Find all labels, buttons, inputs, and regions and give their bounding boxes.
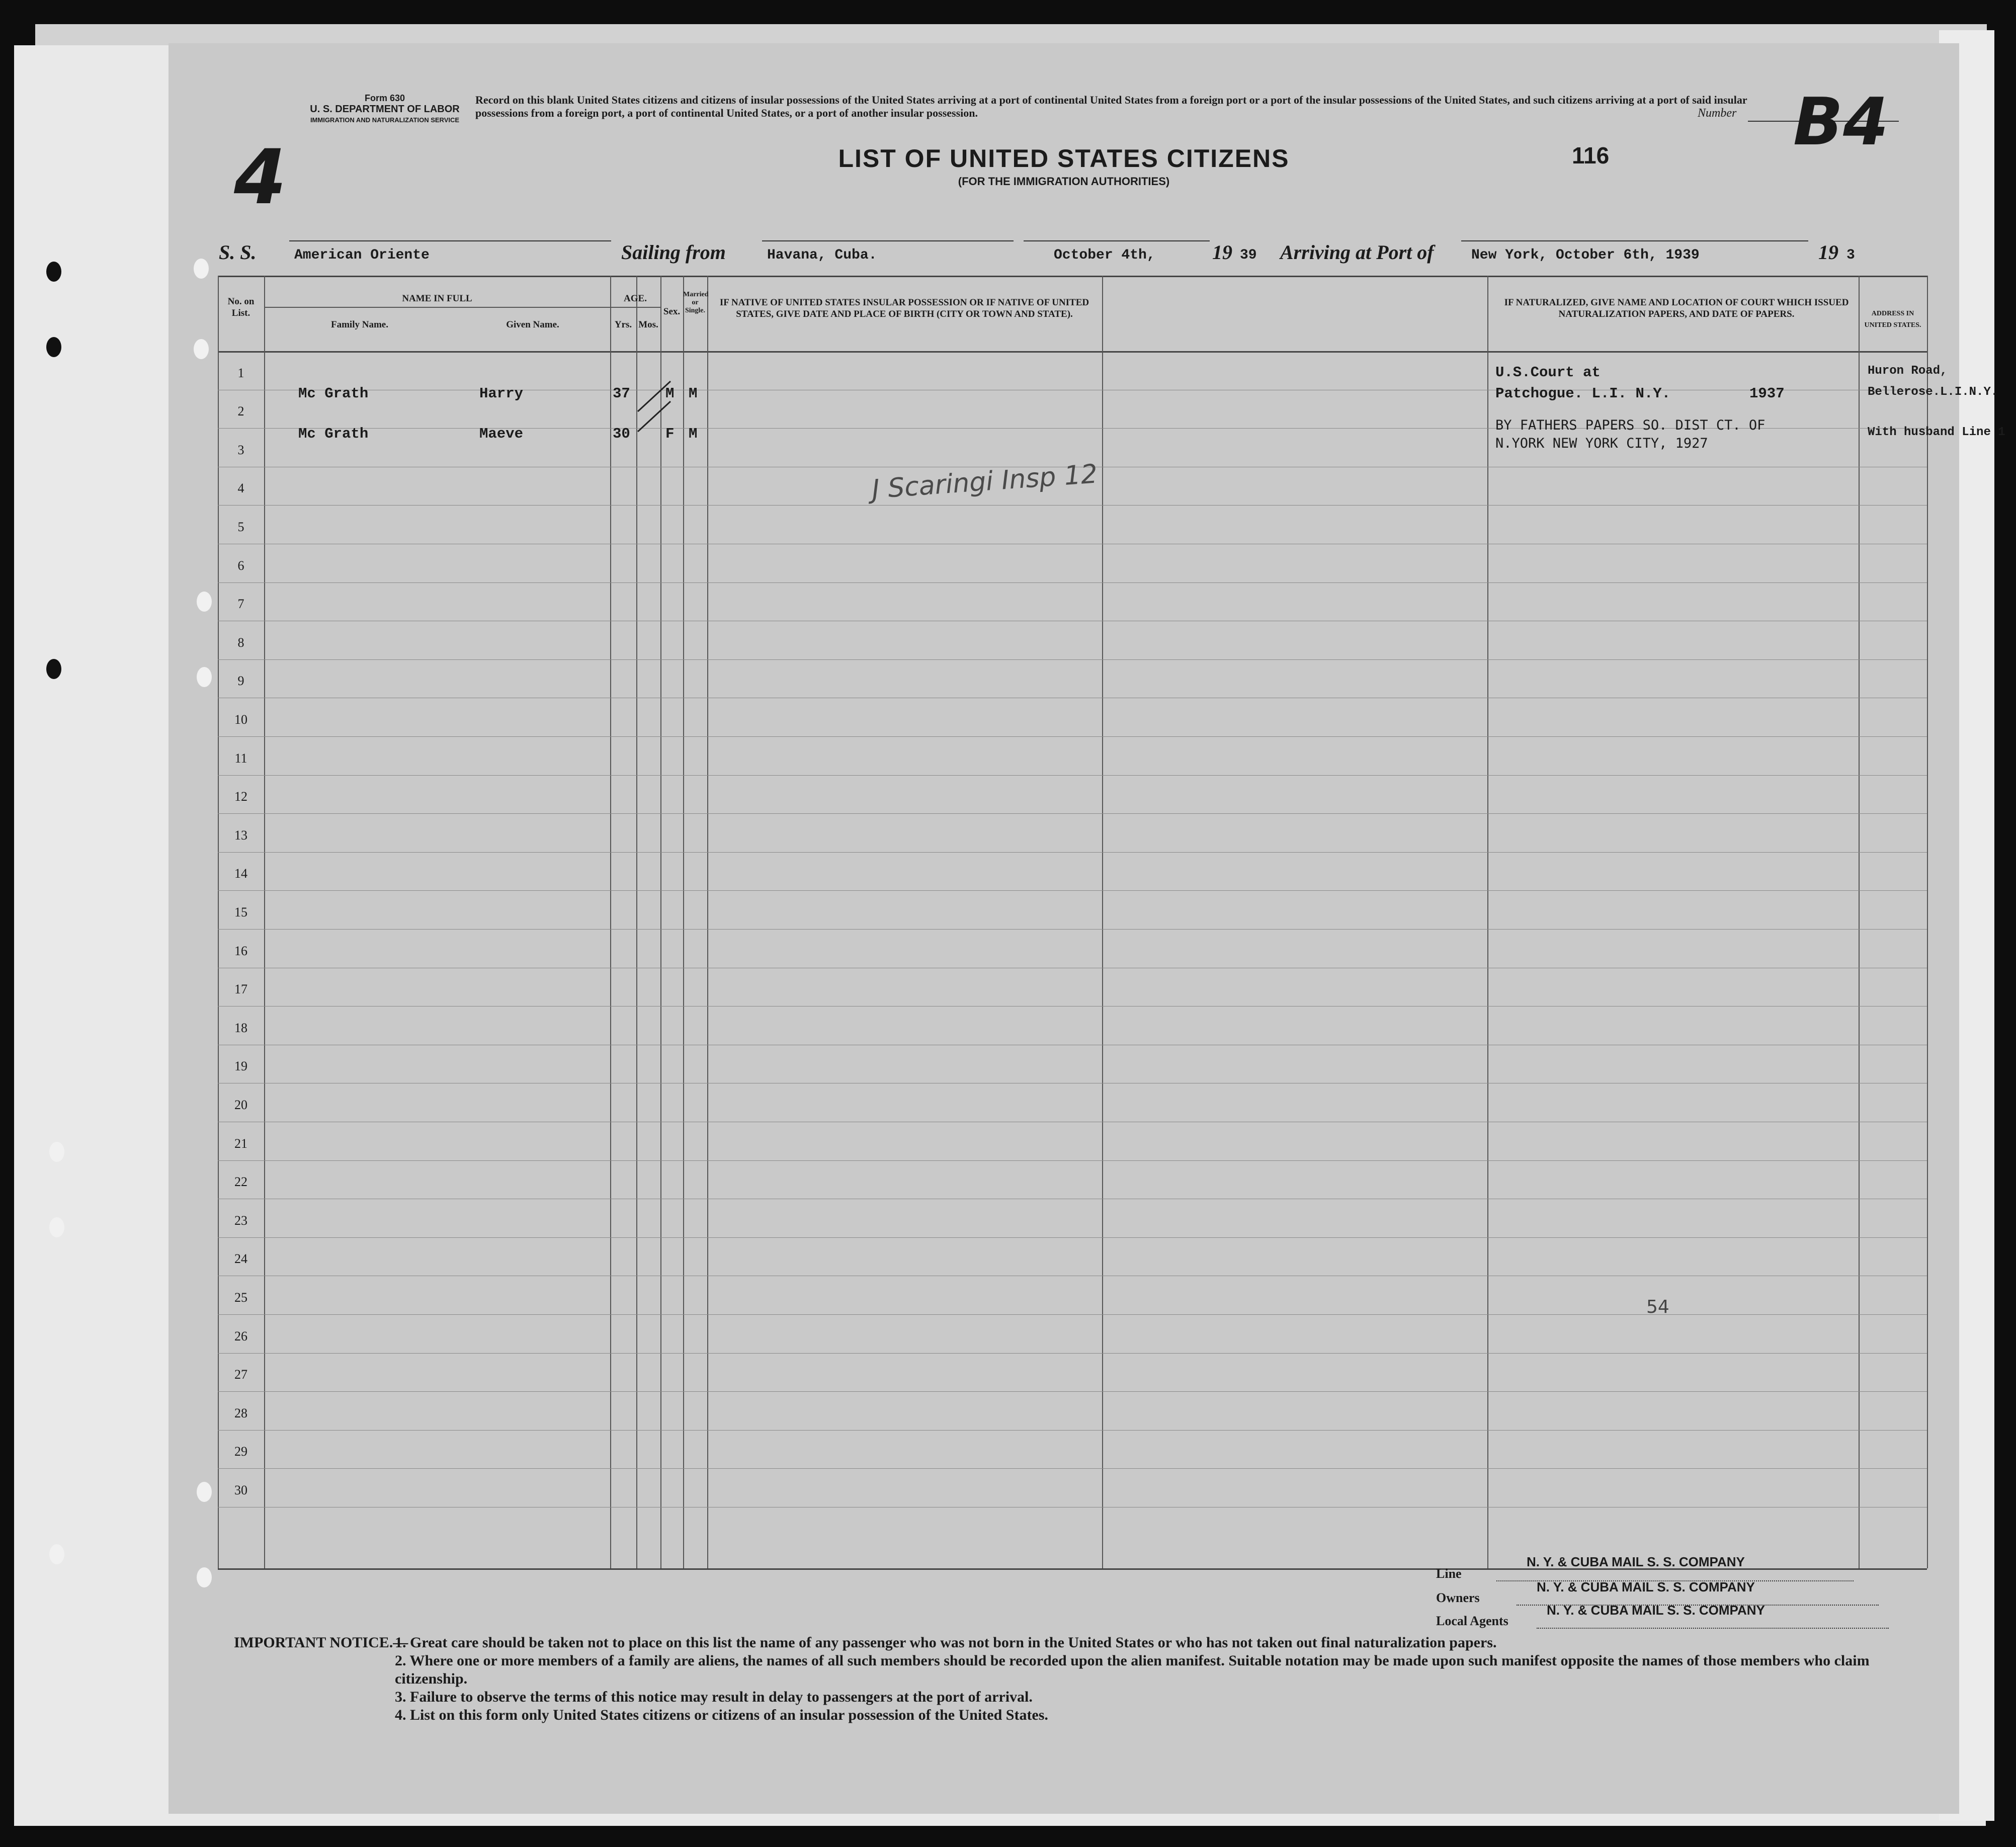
sailing-underline [762, 240, 1014, 241]
record-instruction: Record on this blank United States citizens and citizens of insular possessions of the United States arriving at a port of continental United States from a foreign port or a port of the insular possessions of the United States, and such citizens arriving at a port of said insular possessions from a foreign port, a port of continental United States, or a port of another insular possession. [475, 94, 1747, 119]
sheet-hole [197, 667, 212, 687]
header-family-name: Family Name. [331, 319, 388, 330]
col-rule [610, 276, 611, 1568]
owners-label: Owners [1436, 1590, 1480, 1605]
arriving-label: Arriving at Port of [1280, 241, 1434, 264]
sailing-label: Sailing from [621, 241, 726, 264]
row-rule [218, 852, 1927, 853]
header-given-name: Given Name. [506, 319, 559, 330]
row-number: 7 [237, 597, 244, 612]
binder-hole [49, 1217, 64, 1237]
row2-given-name: Maeve [479, 426, 524, 442]
row1-age-yrs: 37 [613, 385, 630, 402]
col-rule [1927, 276, 1928, 1568]
row1-sex: M [665, 385, 675, 402]
notice-heading: IMPORTANT NOTICE.— [234, 1634, 408, 1651]
row1-family-name: Mc Grath [298, 385, 369, 402]
row-number: 9 [237, 674, 244, 689]
header-mos: Mos. [638, 319, 658, 330]
col-rule [1859, 276, 1860, 1568]
row-rule [218, 1391, 1927, 1392]
col-rule [264, 276, 265, 1568]
row-number: 15 [234, 905, 247, 919]
sheet-hole [197, 1482, 212, 1502]
owners-value: N. Y. & CUBA MAIL S. S. COMPANY [1537, 1579, 1755, 1594]
row-rule [218, 1468, 1927, 1469]
binder-hole [46, 659, 61, 679]
row2-court-line2: N.YORK NEW YORK CITY, 1927 [1495, 436, 1708, 451]
row-number: 26 [234, 1328, 247, 1344]
row-number: 22 [234, 1174, 247, 1190]
row-number: 27 [234, 1367, 247, 1382]
binder-hole [49, 1544, 64, 1564]
service-name: IMMIGRATION AND NATURALIZATION SERVICE [310, 116, 460, 124]
year-prefix-2: 19 [1818, 241, 1838, 264]
header-married-single: Married or Single. [683, 291, 709, 314]
row1-given-name: Harry [479, 385, 524, 402]
ss-label: S. S. [219, 241, 257, 264]
row1-address-line1: Huron Road, [1868, 364, 1948, 378]
row-number: 8 [237, 635, 244, 650]
row2-sex: F [665, 426, 675, 442]
row-rule [218, 1430, 1927, 1431]
row-rule [218, 775, 1927, 776]
row2-address-line1: With husband Line 1 [1868, 426, 2005, 439]
header-name-in-full: NAME IN FULL [402, 293, 472, 304]
sheet-hole [194, 339, 209, 359]
row-number: 12 [234, 789, 247, 804]
margin-number: 54 [1646, 1297, 1669, 1317]
header-birth: IF NATIVE OF UNITED STATES INSULAR POSSESSION OR IF NATIVE OF UNITED STATES, GIVE DATE AND PLACE OF BIRTH (CITY OR TOWN AND STATE). [719, 297, 1089, 319]
row1-court-line1: U.S.Court at [1495, 364, 1601, 381]
local-agents-label: Local Agents [1436, 1614, 1508, 1628]
binder-hole [46, 262, 61, 282]
notice-item-2: 2. Where one or more members of a family are aliens, the names of all such members should be recorded upon the alien manifest. Suitable notation may be made upon such manifest opposite the names of those members who claim citizenship. [395, 1652, 1870, 1687]
arrival-underline [1461, 240, 1808, 241]
header-naturalized: IF NATURALIZED, GIVE NAME AND LOCATION OF COURT WHICH ISSUED NATURALIZATION PAPERS, AND DATE OF PAPERS. [1504, 297, 1849, 319]
voyage-line [219, 240, 1959, 271]
row-number: 13 [234, 827, 247, 843]
row-number: 11 [234, 750, 247, 766]
row-number: 14 [234, 866, 247, 881]
row-rule [218, 1237, 1927, 1238]
department-name: U. S. DEPARTMENT OF LABOR [310, 104, 460, 115]
row-number: 2 [237, 404, 244, 419]
sailing-port: Havana, Cuba. [767, 247, 877, 263]
row2-marital: M [689, 426, 698, 442]
corner-mark: 4 [234, 134, 287, 221]
row-number: 28 [234, 1405, 247, 1420]
row-number: 6 [237, 558, 244, 573]
col-rule [1487, 276, 1488, 1568]
row-rule [218, 890, 1927, 891]
header-yrs: Yrs. [614, 319, 632, 330]
row-rule [218, 1353, 1927, 1354]
row-rule [218, 813, 1927, 814]
row-number: 18 [234, 1020, 247, 1035]
number-label: Number [1698, 107, 1737, 120]
line-value: N. Y. & CUBA MAIL S. S. COMPANY [1527, 1554, 1745, 1569]
row-number: 30 [234, 1483, 247, 1497]
col-rule [660, 276, 661, 1568]
row-rule [218, 505, 1927, 506]
header-no-on-list: No. on List. [227, 296, 255, 318]
table-top-border [218, 276, 1927, 277]
row2-court-line1: BY FATHERS PAPERS SO. DIST CT. OF [1495, 417, 1766, 433]
header-address: ADDRESS IN UNITED STATES. [1864, 310, 1921, 329]
notice-item-3: 3. Failure to observe the terms of this notice may result in delay to passengers at the port of arrival. [395, 1689, 1033, 1705]
local-agents-value: N. Y. & CUBA MAIL S. S. COMPANY [1547, 1603, 1765, 1618]
row-number: 3 [237, 442, 244, 457]
inspector-signature: J Scaringi Insp 12 [871, 459, 1099, 505]
sheet-hole [197, 592, 212, 612]
row1-court-year: 1937 [1749, 385, 1785, 402]
age-subdivider [610, 307, 660, 308]
row-rule [218, 659, 1927, 660]
form-number: Form 630 [364, 93, 405, 103]
row2-family-name: Mc Grath [298, 426, 369, 442]
name-subdivider [264, 307, 610, 308]
row1-court-line2: Patchogue. L.I. N.Y. [1495, 385, 1671, 402]
header-sex: Sex. [663, 306, 681, 317]
page-title: LIST OF UNITED STATES CITIZENS [838, 144, 1290, 173]
page-subtitle: (FOR THE IMMIGRATION AUTHORITIES) [958, 175, 1170, 188]
row-number: 16 [234, 943, 247, 958]
row-rule [218, 1160, 1927, 1161]
list-number: B4 [1793, 83, 1889, 160]
arrival-year-tail: 3 [1846, 247, 1855, 263]
sailing-year: 39 [1240, 247, 1257, 263]
row-number: 1 [237, 365, 244, 380]
stamp-number: 116 [1572, 142, 1610, 169]
header-bottom-border [218, 351, 1927, 353]
col-rule [1102, 276, 1103, 1568]
row-number: 10 [234, 712, 247, 727]
row-number: 17 [234, 982, 247, 997]
row2-age-yrs: 30 [613, 426, 630, 442]
col-rule [683, 276, 684, 1568]
tick-marks [630, 376, 681, 442]
local-agents-underline [1537, 1628, 1889, 1629]
manifest-table [218, 276, 2005, 1568]
year-prefix: 19 [1212, 241, 1232, 264]
line-label: Line [1436, 1566, 1462, 1581]
binder-hole [49, 1142, 64, 1162]
row-number: 5 [237, 520, 244, 534]
ship-name: American Oriente [294, 247, 430, 263]
notice-item-1: 1. Great care should be taken not to place on this list the name of any passenger who was not born in the United States or who has not taken out final naturalization papers. [395, 1634, 1497, 1651]
row-rule [218, 736, 1927, 737]
manifest-sheet [169, 43, 2005, 1814]
sheet-hole [194, 259, 209, 279]
sailing-date: October 4th, [1054, 247, 1155, 263]
notice-item-4: 4. List on this form only United States citizens or citizens of an insular possession of the United States. [395, 1707, 1048, 1723]
row-number: 20 [234, 1098, 247, 1112]
row1-address-line2: Bellerose.L.I.N.Y. [1868, 385, 1998, 399]
row-number: 23 [234, 1213, 247, 1228]
col-rule [707, 276, 708, 1568]
row-number: 21 [234, 1136, 247, 1151]
row-rule [218, 1314, 1927, 1315]
row-rule [218, 929, 1927, 930]
row-number: 19 [234, 1059, 247, 1074]
header-age: AGE. [624, 293, 647, 304]
ship-underline [289, 240, 611, 241]
binder-hole [46, 337, 61, 357]
row-number: 25 [234, 1290, 247, 1305]
row-number: 4 [237, 481, 244, 496]
row1-marital: M [689, 385, 698, 402]
row-number: 24 [234, 1251, 247, 1267]
row-number: 29 [234, 1444, 247, 1459]
sheet-hole [197, 1567, 212, 1587]
col-rule [636, 276, 637, 1568]
date-underline [1024, 240, 1210, 241]
arrival-port: New York, October 6th, 1939 [1471, 247, 1700, 263]
row-rule [218, 582, 1927, 583]
